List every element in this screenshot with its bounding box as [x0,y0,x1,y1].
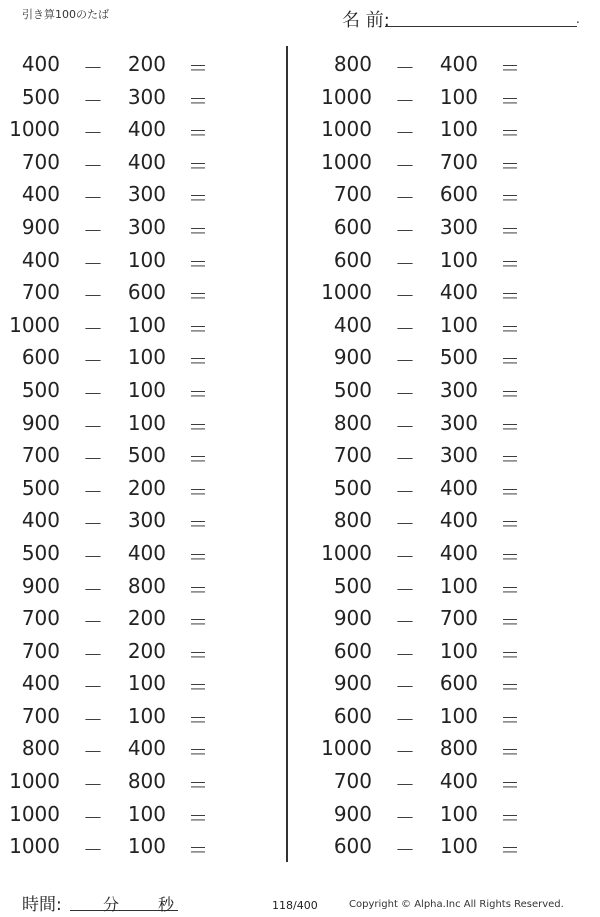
minus-sign: － [395,577,415,602]
equals-sign: ＝ [500,121,520,146]
minuend: 1000 [9,117,60,142]
problem-row [312,211,582,244]
minus-sign: － [83,251,103,276]
problem-row [312,700,582,733]
subtrahend: 300 [127,214,166,239]
equals-sign: ＝ [188,479,208,504]
subtrahend: 400 [439,769,478,794]
minuend: 1000 [321,540,372,565]
minus-sign: － [395,414,415,439]
equals-sign: ＝ [188,512,208,537]
subtrahend: 400 [127,149,166,174]
name-field-line[interactable] [385,26,577,27]
minus-sign: － [83,88,103,113]
equals-sign: ＝ [500,642,520,667]
problem-row [312,798,582,831]
minus-sign: － [395,88,415,113]
page-number: 118/400 [272,899,318,912]
minuend: 700 [333,769,372,794]
equals-sign: ＝ [188,121,208,146]
subtrahend: 100 [127,410,166,435]
problem-row [312,537,582,570]
equals-sign: ＝ [188,805,208,830]
minuend: 500 [21,475,60,500]
minutes-label: 分 [103,895,120,914]
equals-sign: ＝ [188,544,208,569]
minus-sign: － [395,642,415,667]
minuend: 1000 [321,280,372,305]
subtrahend: 100 [127,377,166,402]
minuend: 600 [21,345,60,370]
minus-sign: － [395,479,415,504]
problem-row [0,146,270,179]
minuend: 1000 [321,149,372,174]
subtrahend: 100 [439,117,478,142]
problem-row [312,765,582,798]
subtrahend: 600 [439,671,478,696]
problem-row [312,407,582,440]
equals-sign: ＝ [500,349,520,374]
subtrahend: 200 [127,475,166,500]
minus-sign: － [395,805,415,830]
subtrahend: 100 [127,703,166,728]
equals-sign: ＝ [188,577,208,602]
problem-row [312,830,582,863]
subtrahend: 300 [439,377,478,402]
minuend: 500 [333,573,372,598]
minus-sign: － [395,186,415,211]
subtrahend: 400 [127,540,166,565]
minus-sign: － [83,284,103,309]
equals-sign: ＝ [188,349,208,374]
problem-row [0,244,270,277]
minuend: 500 [333,475,372,500]
problem-row [0,407,270,440]
problem-row [312,635,582,668]
equals-sign: ＝ [500,153,520,178]
minus-sign: － [395,349,415,374]
subtrahend: 100 [127,312,166,337]
problem-row [312,178,582,211]
equals-sign: ＝ [500,414,520,439]
equals-sign: ＝ [500,88,520,113]
problem-row [0,635,270,668]
subtrahend: 300 [439,410,478,435]
subtrahend: 400 [127,117,166,142]
minus-sign: － [395,121,415,146]
problem-row [312,667,582,700]
subtrahend: 300 [439,443,478,468]
minuend: 400 [333,312,372,337]
problem-row [0,472,270,505]
equals-sign: ＝ [500,838,520,863]
equals-sign: ＝ [500,447,520,472]
problem-row [312,146,582,179]
minuend: 500 [21,84,60,109]
minus-sign: － [395,512,415,537]
equals-sign: ＝ [188,707,208,732]
minus-sign: － [83,56,103,80]
problem-row [0,667,270,700]
minus-sign: － [83,675,103,700]
minus-sign: － [83,479,103,504]
minus-sign: － [395,218,415,243]
subtrahend: 600 [439,182,478,207]
problem-row [0,81,270,114]
subtrahend: 200 [127,52,166,76]
minuend: 600 [333,703,372,728]
minuend: 1000 [321,736,372,761]
name-field-dot: . [576,12,580,26]
minuend: 600 [333,638,372,663]
equals-sign: ＝ [500,707,520,732]
minuend: 900 [21,410,60,435]
minuend: 400 [21,52,60,76]
minuend: 500 [21,540,60,565]
problem-row [0,48,270,81]
minuend: 600 [333,214,372,239]
equals-sign: ＝ [500,675,520,700]
minuend: 900 [333,671,372,696]
minus-sign: － [395,675,415,700]
minus-sign: － [83,544,103,569]
equals-sign: ＝ [188,56,208,80]
minus-sign: － [83,381,103,406]
equals-sign: ＝ [500,218,520,243]
subtrahend: 100 [439,247,478,272]
problem-row [0,309,270,342]
equals-sign: ＝ [500,186,520,211]
minuend: 500 [21,377,60,402]
equals-sign: ＝ [188,773,208,798]
problem-row [0,798,270,831]
problem-row [0,276,270,309]
equals-sign: ＝ [500,512,520,537]
problem-column-left [0,48,270,863]
subtrahend: 300 [439,214,478,239]
equals-sign: ＝ [188,316,208,341]
subtrahend: 400 [439,540,478,565]
subtrahend: 200 [127,638,166,663]
subtrahend: 800 [127,769,166,794]
subtrahend: 600 [127,280,166,305]
minus-sign: － [83,773,103,798]
problem-row [0,504,270,537]
minus-sign: － [83,642,103,667]
subtrahend: 800 [439,736,478,761]
problem-row [0,211,270,244]
subtrahend: 700 [439,606,478,631]
minus-sign: － [395,707,415,732]
problem-row [312,732,582,765]
problem-row [312,309,582,342]
minuend: 700 [21,280,60,305]
minus-sign: － [83,218,103,243]
subtrahend: 700 [439,149,478,174]
equals-sign: ＝ [188,186,208,211]
problem-row [312,602,582,635]
minuend: 700 [21,606,60,631]
minuend: 700 [333,443,372,468]
problem-row [0,732,270,765]
minuend: 1000 [321,84,372,109]
minus-sign: － [83,447,103,472]
equals-sign: ＝ [188,88,208,113]
name-label: 名 前: [342,10,390,31]
minuend: 700 [21,638,60,663]
problem-row [0,602,270,635]
minus-sign: － [83,316,103,341]
subtrahend: 100 [439,801,478,826]
subtrahend: 100 [439,834,478,859]
minuend: 400 [21,247,60,272]
problem-row [312,341,582,374]
subtrahend: 100 [127,834,166,859]
minuend: 900 [333,606,372,631]
subtrahend: 800 [127,573,166,598]
minuend: 500 [333,377,372,402]
minus-sign: － [83,838,103,863]
minus-sign: － [395,447,415,472]
minuend: 400 [21,182,60,207]
equals-sign: ＝ [500,805,520,830]
minuend: 1000 [9,312,60,337]
minuend: 1000 [321,117,372,142]
minus-sign: － [395,56,415,80]
problem-row [0,765,270,798]
equals-sign: ＝ [188,284,208,309]
subtrahend: 500 [439,345,478,370]
subtrahend: 300 [127,508,166,533]
subtrahend: 400 [439,475,478,500]
equals-sign: ＝ [500,610,520,635]
minus-sign: － [395,284,415,309]
equals-sign: ＝ [188,251,208,276]
minuend: 400 [21,508,60,533]
minuend: 700 [21,149,60,174]
minuend: 800 [333,52,372,76]
problem-row [312,472,582,505]
equals-sign: ＝ [500,544,520,569]
equals-sign: ＝ [500,740,520,765]
minus-sign: － [83,577,103,602]
problem-row [0,537,270,570]
equals-sign: ＝ [188,740,208,765]
minus-sign: － [83,414,103,439]
subtrahend: 200 [127,606,166,631]
minus-sign: － [395,838,415,863]
minus-sign: － [395,153,415,178]
subtrahend: 100 [439,703,478,728]
problem-row [0,570,270,603]
equals-sign: ＝ [188,610,208,635]
minus-sign: － [83,610,103,635]
equals-sign: ＝ [188,838,208,863]
problem-row [0,439,270,472]
subtrahend: 100 [127,247,166,272]
equals-sign: ＝ [500,381,520,406]
subtrahend: 300 [127,84,166,109]
subtrahend: 400 [127,736,166,761]
minuend: 600 [333,834,372,859]
subtrahend: 100 [439,573,478,598]
subtrahend: 500 [127,443,166,468]
equals-sign: ＝ [500,479,520,504]
problem-row [0,341,270,374]
seconds-label: 秒 [158,895,175,914]
minuend: 800 [333,410,372,435]
problem-row [312,439,582,472]
subtrahend: 100 [127,801,166,826]
subtrahend: 100 [439,84,478,109]
minuend: 700 [21,703,60,728]
equals-sign: ＝ [188,153,208,178]
minuend: 900 [333,345,372,370]
problem-row [312,113,582,146]
minuend: 800 [21,736,60,761]
minus-sign: － [83,121,103,146]
minuend: 400 [21,671,60,696]
equals-sign: ＝ [500,284,520,309]
subtrahend: 100 [439,312,478,337]
minuend: 600 [333,247,372,272]
subtrahend: 100 [127,345,166,370]
problem-row [0,700,270,733]
problem-row [0,178,270,211]
minus-sign: － [83,186,103,211]
minus-sign: － [395,251,415,276]
problem-row [312,504,582,537]
time-label: 時間: [22,895,62,915]
minuend: 900 [21,573,60,598]
worksheet-title: 引き算100のたば [22,8,109,21]
problem-row [0,113,270,146]
subtrahend: 400 [439,280,478,305]
problem-row [0,830,270,863]
problem-row [312,48,582,81]
minus-sign: － [83,153,103,178]
minuend: 1000 [9,834,60,859]
minuend: 900 [333,801,372,826]
minus-sign: － [83,349,103,374]
minuend: 700 [21,443,60,468]
copyright-notice: Copyright © Alpha.Inc All Rights Reserved. [349,899,564,910]
equals-sign: ＝ [188,414,208,439]
column-divider [286,46,288,862]
equals-sign: ＝ [188,381,208,406]
problem-row [312,81,582,114]
minus-sign: － [395,740,415,765]
problem-row [312,276,582,309]
equals-sign: ＝ [500,773,520,798]
equals-sign: ＝ [500,251,520,276]
minus-sign: － [395,544,415,569]
minuend: 1000 [9,801,60,826]
subtrahend: 100 [127,671,166,696]
equals-sign: ＝ [188,447,208,472]
equals-sign: ＝ [188,218,208,243]
subtrahend: 400 [439,52,478,76]
equals-sign: ＝ [500,577,520,602]
minuend: 1000 [9,769,60,794]
problem-row [312,374,582,407]
problem-row [0,374,270,407]
minus-sign: － [395,773,415,798]
problem-row [312,244,582,277]
minus-sign: － [395,381,415,406]
minus-sign: － [83,740,103,765]
subtrahend: 400 [439,508,478,533]
minus-sign: － [83,805,103,830]
problem-column-right [312,48,582,863]
subtrahend: 300 [127,182,166,207]
minuend: 800 [333,508,372,533]
subtrahend: 100 [439,638,478,663]
minus-sign: － [83,707,103,732]
problem-row [312,570,582,603]
minus-sign: － [83,512,103,537]
equals-sign: ＝ [500,316,520,341]
equals-sign: ＝ [188,642,208,667]
minuend: 900 [21,214,60,239]
minus-sign: － [395,610,415,635]
equals-sign: ＝ [188,675,208,700]
minuend: 700 [333,182,372,207]
minus-sign: － [395,316,415,341]
equals-sign: ＝ [500,56,520,80]
